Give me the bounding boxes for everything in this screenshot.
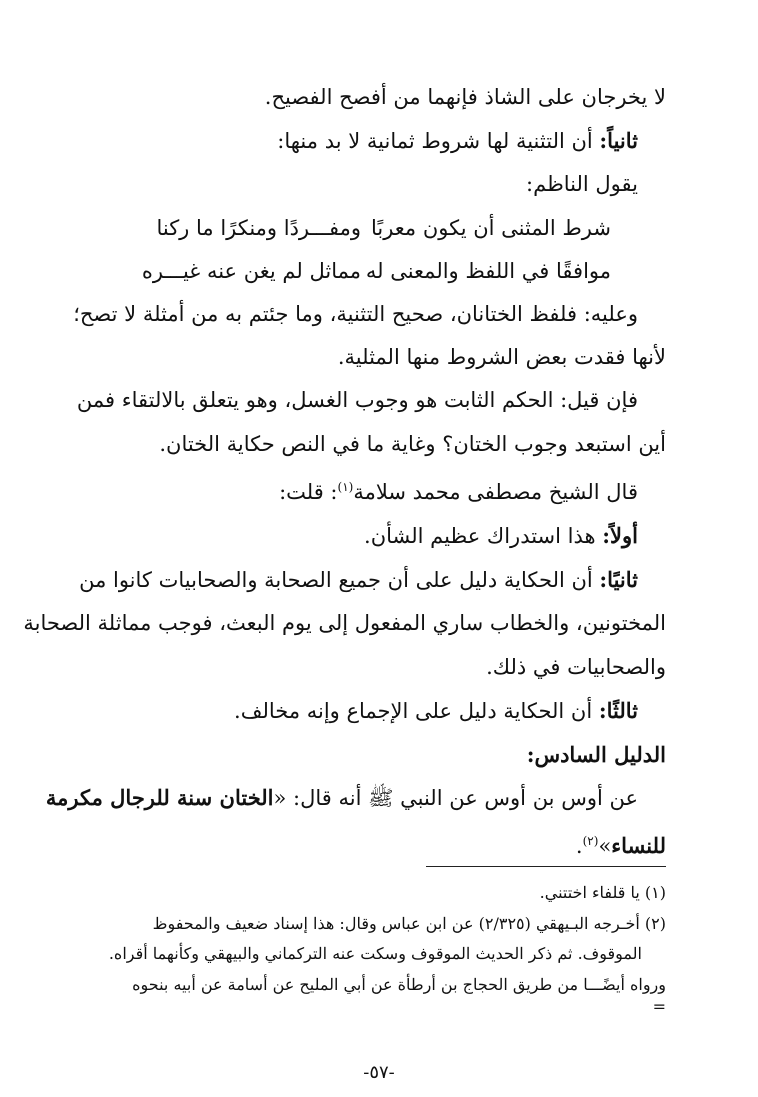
bold-lead: ثانيًا: [599, 567, 638, 593]
text-line [45, 776, 666, 820]
text-run: أن الحكاية دليل على الإجماع وإنه مخالف. [234, 698, 599, 723]
text-run: : قلت: [279, 479, 338, 504]
page-number: -٥٧- [363, 1062, 395, 1083]
verse-second-hemistich: ومفـــردًا ومنكرًا ما ركنا [156, 215, 361, 240]
text-run: أن التثنية لها شروط ثمانية لا بد منها: [277, 129, 600, 154]
footnote-2-line: (٢) أخـرجه البـيهقي (٢/٣٢٥) عن ابن عباس وقال: هذا إسناد ضعيف والمحفوظ [152, 913, 666, 933]
text-line: أين استبعد وجوب الختان؟ وغاية ما في النص حكاية الختان. [159, 431, 666, 456]
footnote-ref: (٢) [582, 834, 599, 849]
text-line: فإن قيل: الحكم الثابت هو وجوب الغسل، وهو يتعلق بالالتقاء فمن [76, 388, 638, 413]
hadith-text: للنساء [611, 833, 666, 859]
footnotes [70, 878, 666, 1014]
verse-line-1 [70, 207, 666, 250]
section-heading: الدليل السادس: [526, 742, 666, 768]
text-run: قال الشيخ مصطفى محمد سلامة [353, 479, 638, 504]
text-run: . [575, 834, 583, 859]
text-line [70, 558, 666, 602]
text-run: عن أوس بن أوس عن النبي ﷺ أنه قال: « [273, 786, 638, 811]
footnote-2-line: ورواه أيضًـــا من طريق الحجاج بن أرطأة عن أبي المليح عن أسامة عن أبيه بنحوه [132, 974, 666, 994]
text-line: لأنها فقدت بعض الشروط منها المثلية. [337, 345, 666, 370]
text-line [70, 514, 666, 558]
verse-first-hemistich: موافقًا في اللفظ والمعنى له [365, 258, 611, 283]
verse-second-hemistich: مماثل لم يغن عنه غيـــره [141, 258, 361, 283]
footnote-1: (١) يا قلفاء اختتني. [539, 883, 666, 902]
bold-lead: ثانياً: [599, 128, 638, 154]
text-run: » [598, 834, 612, 859]
paragraph-second [70, 119, 666, 163]
text-line: والصحابيات في ذلك. [486, 654, 666, 679]
text-run: أن الحكاية دليل على أن جميع الصحابة والصحابيات كانوا من [79, 568, 600, 593]
text-line: يقول الناظم: [526, 172, 638, 197]
text-run: هذا استدراك عظيم الشأن. [364, 524, 603, 549]
text-line [70, 466, 666, 514]
footnote-2-line: الموقوف. ثم ذكر الحديث الموقوف وسكت عنه التركماني والبيهقي وكأنهما أقراه. [108, 944, 642, 963]
footnote-continuation-mark: = [652, 997, 666, 1016]
verse-first-hemistich: شرط المثنى أن يكون معربًا [370, 215, 611, 240]
main-text [23, 76, 666, 869]
text-line [70, 689, 666, 733]
footnote-separator [426, 866, 666, 867]
text-line: لا يخرجان على الشاذ فإنهما من أفصح الفصيح. [264, 85, 666, 109]
bold-lead: ثالثًا: [598, 697, 638, 723]
footnote-ref: (١) [337, 479, 354, 494]
text-line [70, 820, 666, 868]
verse-line-2 [70, 250, 666, 293]
hadith-text: الختان سنة للرجال مكرمة [45, 785, 274, 811]
bold-lead: أولاً: [602, 523, 638, 549]
text-line: وعليه: فلفظ الختانان، صحيح التثنية، وما جئتم به من أمثلة لا تصح؛ [73, 302, 638, 327]
text-line: المختونين، والخطاب ساري المفعول إلى يوم البعث، فوجب مماثلة الصحابة [23, 611, 666, 636]
